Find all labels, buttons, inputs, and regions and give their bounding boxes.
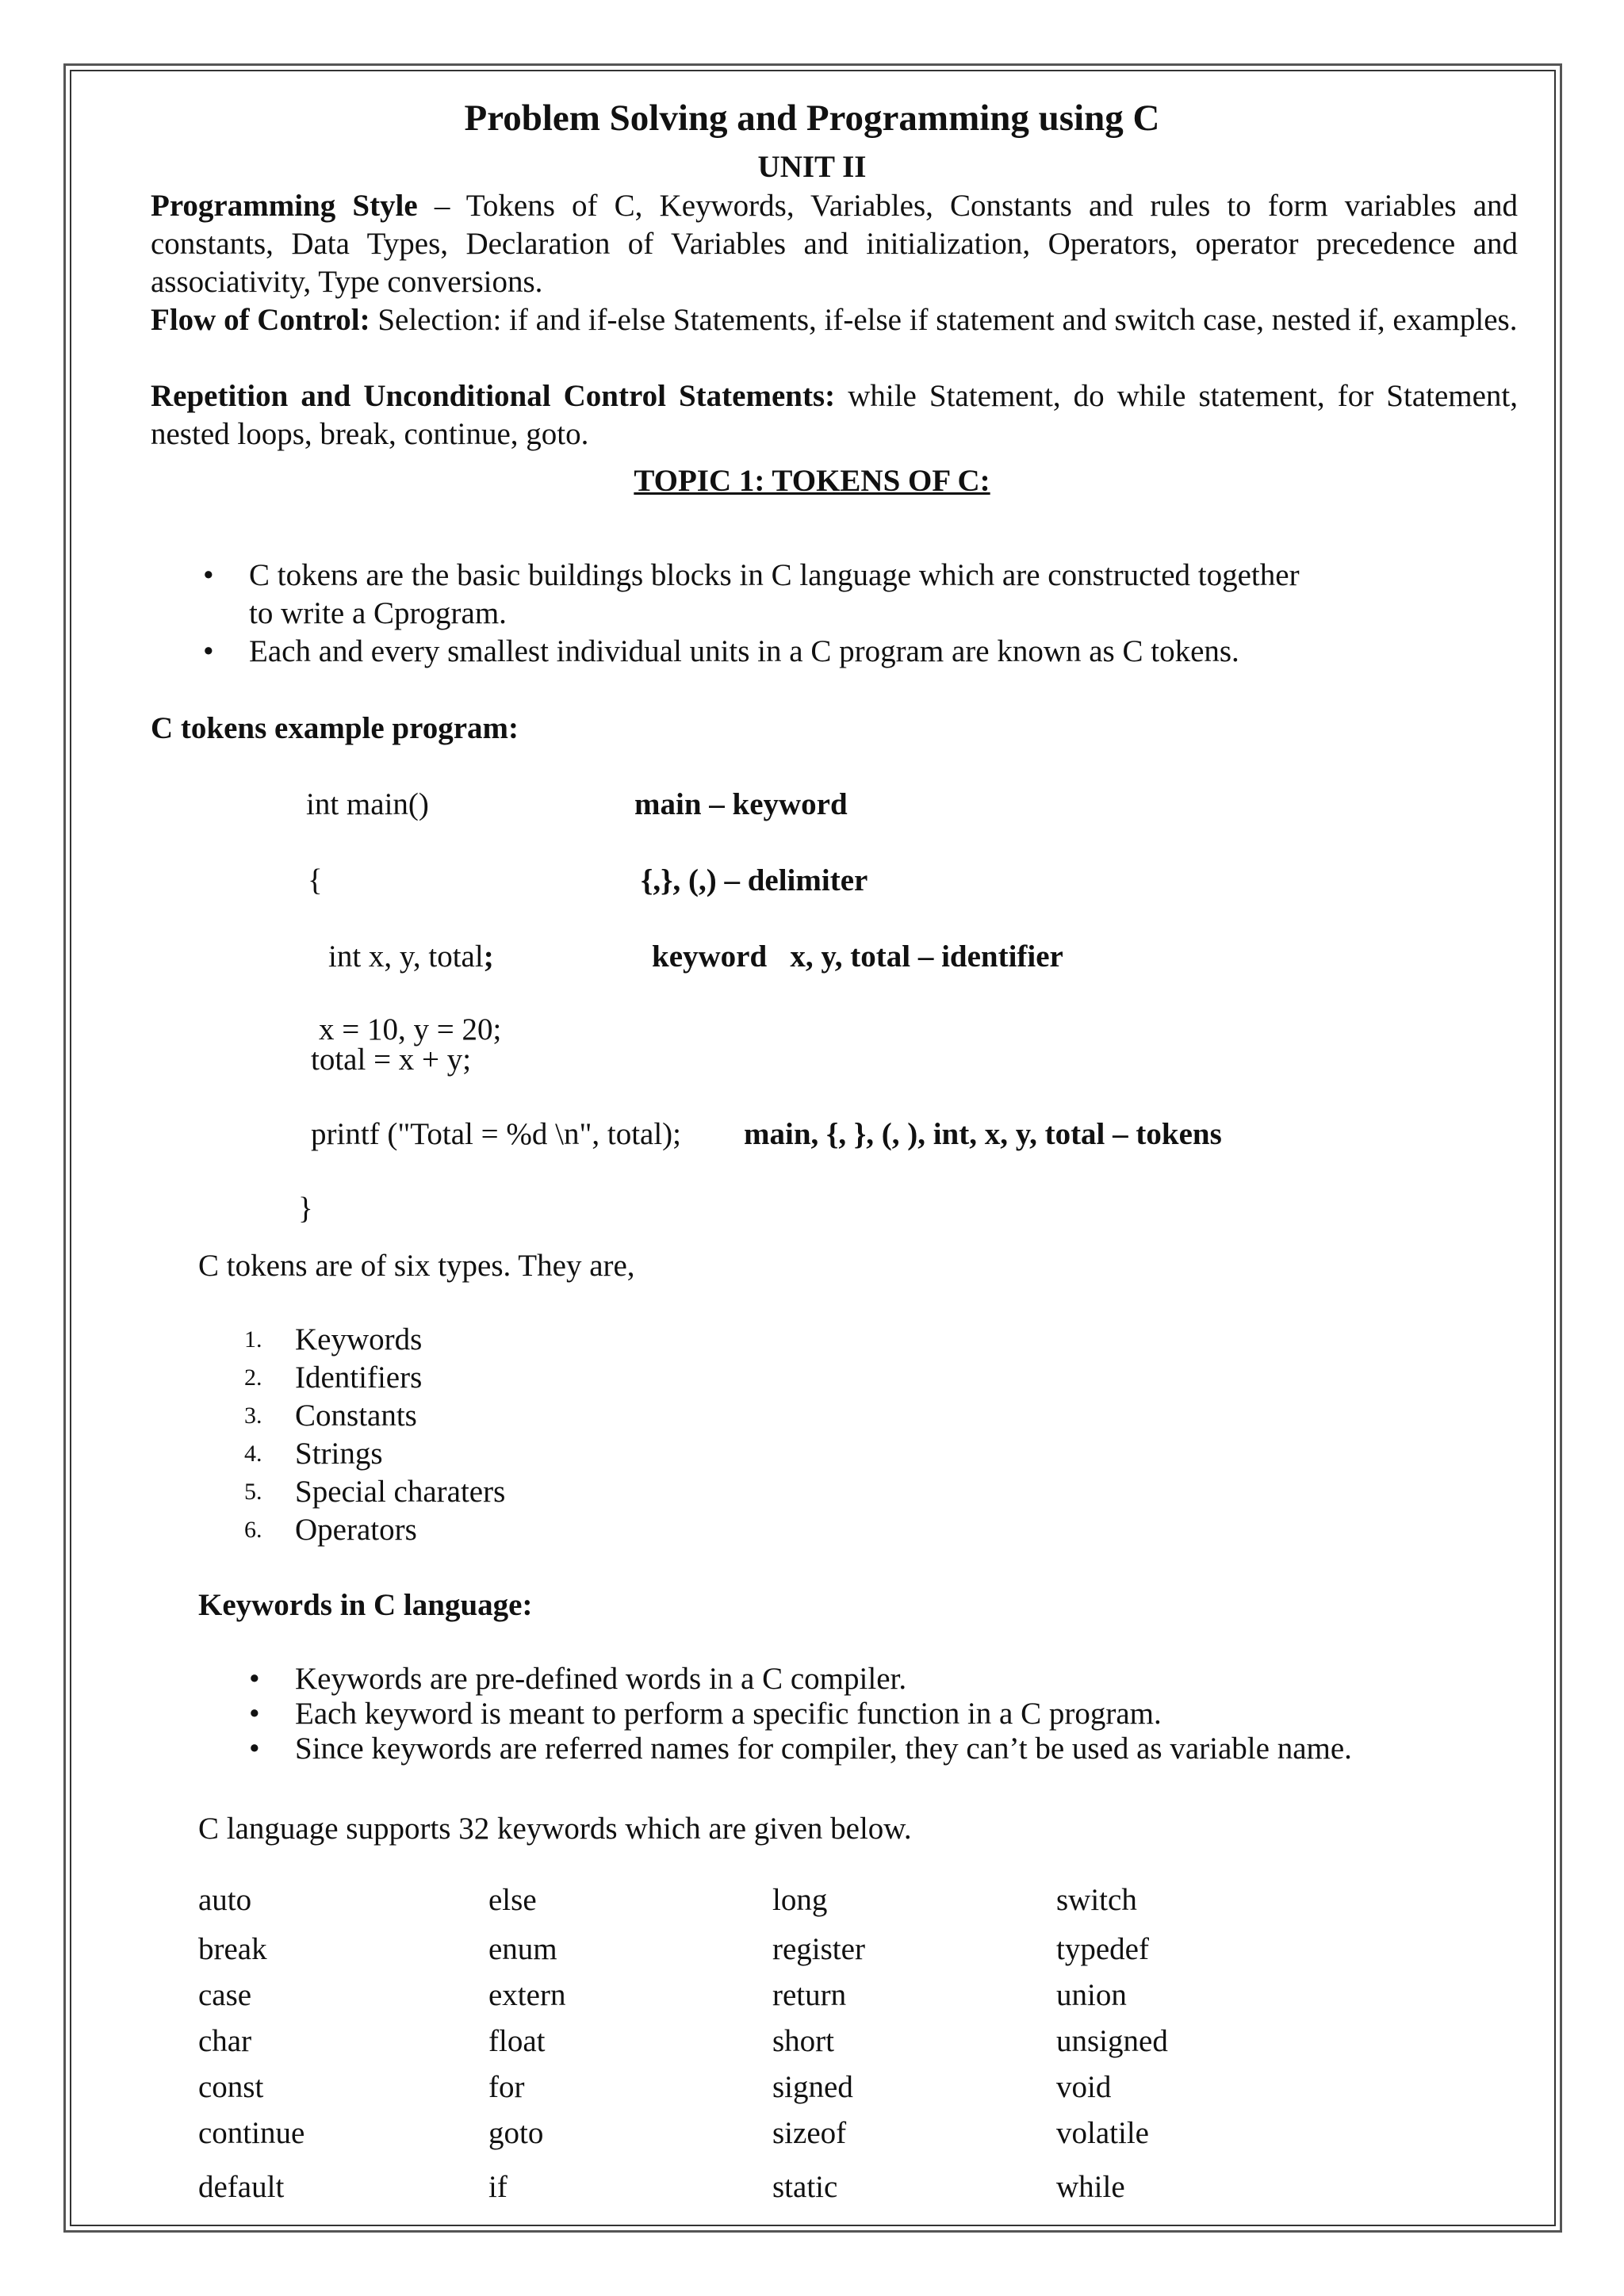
- bullet-icon: •: [249, 1732, 260, 1766]
- list-item: • C tokens are the basic buildings blocks in C language which are constructed together: [249, 557, 1300, 595]
- table-cell: default: [198, 2170, 285, 2204]
- syllabus-heading: Repetition and Unconditional Control Statements:: [151, 379, 836, 413]
- bullet-icon: •: [203, 634, 214, 668]
- table-cell: register: [772, 1932, 865, 1966]
- list-item: 6. Operators: [244, 1513, 417, 1547]
- code-line: total = x + y;: [311, 1043, 472, 1077]
- syllabus-text: while Statement, do while statement, for Statement, nested loops, break, continue, goto.: [151, 379, 1519, 451]
- table-cell: while: [1056, 2170, 1125, 2204]
- syllabus-separator: [370, 303, 378, 337]
- table-cell: union: [1056, 1978, 1127, 2012]
- keywords-heading: Keywords in C language:: [198, 1588, 533, 1622]
- table-cell: continue: [198, 2116, 305, 2150]
- table-cell: short: [772, 2024, 834, 2058]
- table-cell: if: [488, 2170, 508, 2204]
- syllabus-heading: Programming Style: [151, 189, 418, 223]
- table-cell: typedef: [1056, 1932, 1149, 1966]
- syllabus-text: Selection: if and if-else Statements, if-else if statement and switch case, nested if, examples.: [377, 303, 1518, 337]
- table-cell: sizeof: [772, 2116, 847, 2150]
- document-title: Problem Solving and Programming using C: [464, 98, 1160, 139]
- table-cell: for: [488, 2070, 525, 2104]
- table-cell: volatile: [1056, 2116, 1149, 2150]
- bullet-icon: •: [249, 1697, 260, 1731]
- table-cell: signed: [772, 2070, 853, 2104]
- code-line: }: [298, 1192, 313, 1226]
- table-cell: const: [198, 2070, 264, 2104]
- table-cell: goto: [488, 2116, 544, 2150]
- table-cell: auto: [198, 1883, 252, 1917]
- code-annotation: main – keyword: [634, 787, 848, 821]
- table-cell: float: [488, 2024, 546, 2058]
- table-cell: unsigned: [1056, 2024, 1168, 2058]
- table-cell: long: [772, 1883, 828, 1917]
- code-line: {: [308, 863, 323, 897]
- syllabus-flow-of-control: [151, 301, 1518, 339]
- list-item: 2. Identifiers: [244, 1360, 423, 1395]
- code-line: x = 10, y = 20;: [319, 1012, 502, 1047]
- keyword-bullet-list: [249, 1662, 1352, 1766]
- list-item: • Since keywords are referred names for compiler, they can’t be used as variable name.: [249, 1732, 1352, 1766]
- table-cell: return: [772, 1978, 847, 2012]
- list-item: • Each keyword is meant to perform a specific function in a C program.: [249, 1697, 1162, 1731]
- syllabus-heading: Flow of Control:: [151, 303, 370, 337]
- code-line: int x, y, total;: [328, 939, 494, 974]
- table-cell: static: [772, 2170, 838, 2204]
- intro-bullet-list: [203, 557, 1300, 671]
- list-item: 3. Constants: [244, 1399, 417, 1433]
- code-annotation: keyword x, y, total – identifier: [652, 939, 1063, 974]
- list-item: • Each and every smallest individual units in a C program are known as C tokens.: [249, 633, 1300, 671]
- table-cell: switch: [1056, 1883, 1137, 1917]
- table-cell: enum: [488, 1932, 557, 1966]
- table-cell: case: [198, 1978, 252, 2012]
- example-heading: C tokens example program:: [151, 711, 519, 745]
- list-item: 1. Keywords: [244, 1322, 423, 1357]
- table-cell: else: [488, 1883, 537, 1917]
- list-item-continuation: to write a Cprogram.: [249, 596, 507, 630]
- list-item: 5. Special charaters: [244, 1475, 506, 1509]
- syllabus-separator: [835, 379, 848, 413]
- code-line: printf ("Total = %d \n", total);: [311, 1117, 682, 1151]
- token-types-list: [244, 1321, 505, 1549]
- syllabus-separator: –: [417, 189, 466, 223]
- syllabus-text: Tokens of C, Keywords, Variables, Constants and rules to form variables and constants, Data Types, Declaration of Variables and initialization, Operators, operator precedence and associativity, Type conversions.: [151, 189, 1519, 299]
- table-cell: extern: [488, 1978, 566, 2012]
- code-annotation: main, {, }, (, ), int, x, y, total – tokens: [744, 1117, 1222, 1151]
- bullet-icon: •: [249, 1662, 260, 1696]
- code-line: int main(): [306, 787, 429, 821]
- table-cell: char: [198, 2024, 252, 2058]
- table-cell: break: [198, 1932, 267, 1966]
- unit-label: UNIT II: [757, 150, 867, 184]
- syllabus-programming-style: [151, 187, 1518, 301]
- keywords-intro: C language supports 32 keywords which are given below.: [198, 1812, 912, 1846]
- table-cell: void: [1056, 2070, 1112, 2104]
- list-item: • Keywords are pre-defined words in a C compiler.: [249, 1662, 907, 1696]
- code-annotation: {,}, (,) – delimiter: [641, 863, 868, 897]
- token-types-intro: C tokens are of six types. They are,: [198, 1249, 635, 1283]
- list-item: 4. Strings: [244, 1437, 383, 1471]
- bullet-icon: •: [203, 558, 214, 592]
- topic-heading: TOPIC 1: TOKENS OF C:: [634, 464, 990, 498]
- syllabus-repetition: [151, 377, 1518, 453]
